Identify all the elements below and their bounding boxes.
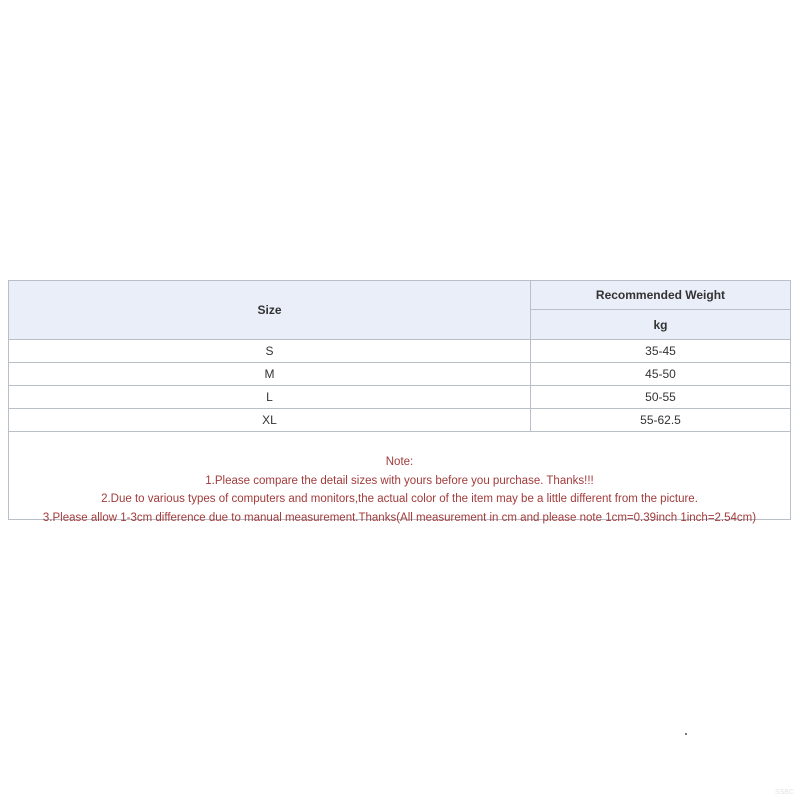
notes-section bbox=[9, 432, 790, 527]
size-table bbox=[9, 281, 790, 432]
stray-dot bbox=[685, 733, 687, 735]
note-title: Note: bbox=[385, 456, 414, 468]
size-cell: L bbox=[9, 386, 531, 409]
weight-cell: 55-62.5 bbox=[531, 409, 791, 432]
size-cell: XL bbox=[9, 409, 531, 432]
size-cell: S bbox=[9, 340, 531, 363]
table-row bbox=[9, 409, 790, 432]
table-row bbox=[9, 363, 790, 386]
table-row bbox=[9, 340, 790, 363]
weight-cell: 50-55 bbox=[531, 386, 791, 409]
note-line-2: 2.Due to various types of computers and monitors,the actual color of the item may be a little different from the picture. bbox=[101, 493, 698, 505]
note-line-1: 1.Please compare the detail sizes with yours before you purchase. Thanks!!! bbox=[205, 474, 594, 487]
watermark: SSBC bbox=[774, 789, 794, 796]
weight-cell: 45-50 bbox=[531, 363, 791, 386]
header-unit-kg: kg bbox=[531, 310, 791, 340]
header-size: Size bbox=[9, 281, 531, 340]
header-recommended-weight: Recommended Weight bbox=[531, 281, 791, 310]
weight-cell: 35-45 bbox=[531, 340, 791, 363]
note-line-3: 3.Please allow 1-3cm difference due to manual measurement.Thanks(All measurement in cm and please note 1cm=0.39inch 1inch=2.54cm) bbox=[42, 511, 757, 524]
table-row bbox=[9, 386, 790, 409]
size-chart bbox=[8, 280, 791, 524]
size-cell: M bbox=[9, 363, 531, 386]
